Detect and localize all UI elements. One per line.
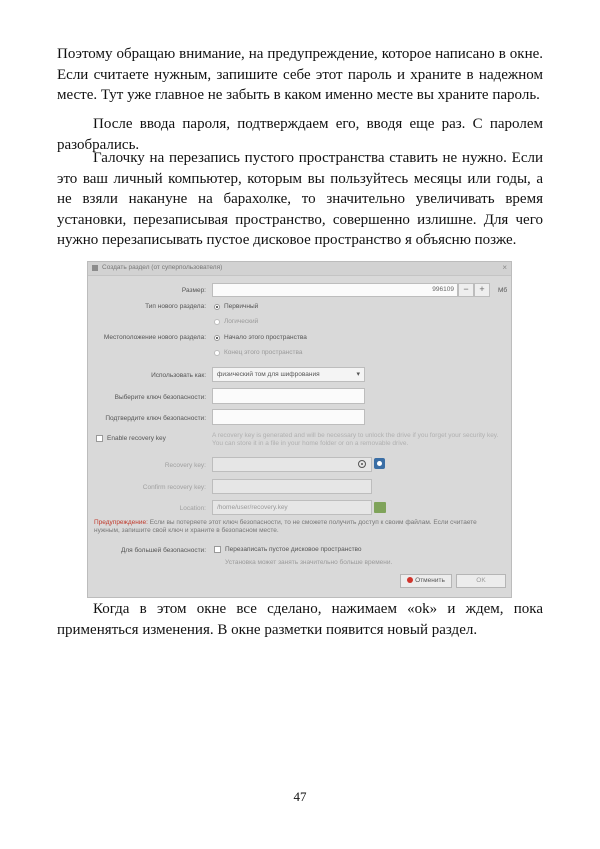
location-file-input[interactable]: [212, 500, 372, 515]
recovery-key-checkbox[interactable]: [96, 435, 103, 442]
overwrite-checkbox[interactable]: [214, 546, 221, 553]
confirm-recovery-label: Confirm recovery key:: [142, 484, 206, 491]
location-label: Местоположение нового раздела:: [103, 334, 206, 341]
confirm-key-input[interactable]: [212, 409, 365, 425]
radio-location-start[interactable]: [214, 335, 220, 341]
location-file-label: Location:: [179, 505, 206, 512]
use-as-select[interactable]: [212, 367, 365, 382]
paragraph-2: После ввода пароля, подтверждаем его, вводя еще раз. С паролем разобрались.: [57, 116, 543, 153]
folder-icon[interactable]: [374, 502, 386, 513]
chevron-down-icon: ▾: [356, 371, 360, 378]
option-logical: Логический: [224, 318, 259, 325]
paragraph-3: Галочку на перезапись пустого пространства ставить не нужно. Если это ваш личный компьютер, которым вы пользуйтесь месяцы или годы, а не взяли накануне на барахолке, то значительно увеличивать время установки, перезаписывая пространство, совершенно излишне. Для чего нужно перезаписывать пустое дисковое пространство я объясню позже.: [57, 150, 543, 248]
create-partition-dialog-screenshot: [87, 261, 512, 598]
confirm-key-label: Подтвердите ключ безопасности:: [105, 415, 206, 422]
size-decrease-button[interactable]: −: [458, 283, 474, 297]
warning-label: Предупреждение:: [94, 519, 148, 526]
generate-key-icon[interactable]: [374, 458, 385, 469]
dialog-title: Создать раздел (от суперпользователя): [102, 264, 223, 271]
security-key-label: Выберите ключ безопасности:: [114, 394, 206, 401]
security-key-input[interactable]: [212, 388, 365, 404]
overwrite-note: Установка может занять значительно больше времени.: [225, 559, 393, 566]
page-number: 47: [293, 789, 307, 804]
eye-icon[interactable]: [358, 460, 366, 468]
recovery-note: A recovery key is generated and will be necessary to unlock the drive if you forget your security key. You can store it in a file in your home folder or on a removable drive.: [212, 432, 499, 447]
ok-button[interactable]: OK: [456, 574, 506, 588]
radio-logical[interactable]: [214, 319, 220, 325]
option-location-end: Конец этого пространства: [224, 349, 303, 356]
use-as-value: физический том для шифрования: [217, 371, 320, 378]
warning-text: Если вы потеряете этот ключ безопасности, то не сможете получить доступ к своим файлам. Если считаете нужным, запишите свой ключ и храните в безопасном месте.: [94, 519, 477, 534]
warning-message: [94, 519, 504, 535]
location-file-value: /home/user/recovery.key: [217, 504, 288, 511]
recovery-key-input[interactable]: [212, 457, 372, 472]
cancel-button-label: Отменить: [415, 577, 445, 584]
confirm-recovery-input[interactable]: [212, 479, 372, 494]
dialog-titlebar: [88, 262, 511, 276]
partition-type-label: Тип нового раздела:: [145, 303, 206, 310]
option-location-start: Начало этого пространства: [224, 334, 307, 341]
radio-primary[interactable]: [214, 304, 220, 310]
recovery-key-label: Recovery key:: [164, 462, 206, 469]
size-unit: Мб: [498, 287, 508, 294]
cancel-button[interactable]: [400, 574, 452, 588]
radio-location-end[interactable]: [214, 350, 220, 356]
paragraph-4: Когда в этом окне все сделано, нажимаем «ok» и ждем, пока применяться изменения. В окне разметки появится новый раздел.: [57, 601, 543, 638]
size-label: Размер:: [181, 287, 206, 294]
recovery-key-checkbox-label: Enable recovery key: [107, 435, 166, 442]
size-input[interactable]: [212, 283, 458, 297]
window-icon: [92, 265, 98, 271]
paragraph-1: Поэтому обращаю внимание, на предупреждение, которое написано в окне. Если считаете нужным, запишите себе этот пароль и храните в надежном месте. Тут уже главное не забыть в каком именно месте вы храните пароль.: [57, 46, 543, 103]
use-as-label: Использовать как:: [151, 372, 206, 379]
option-primary: Первичный: [224, 303, 259, 310]
size-increase-button[interactable]: +: [474, 283, 490, 297]
overwrite-option-label: Перезаписать пустое дисковое пространство: [225, 546, 362, 553]
cancel-icon: [407, 577, 413, 583]
close-icon[interactable]: ×: [502, 263, 507, 272]
extra-security-label: Для большей безопасности:: [120, 547, 206, 554]
size-value: 996109: [432, 286, 454, 293]
